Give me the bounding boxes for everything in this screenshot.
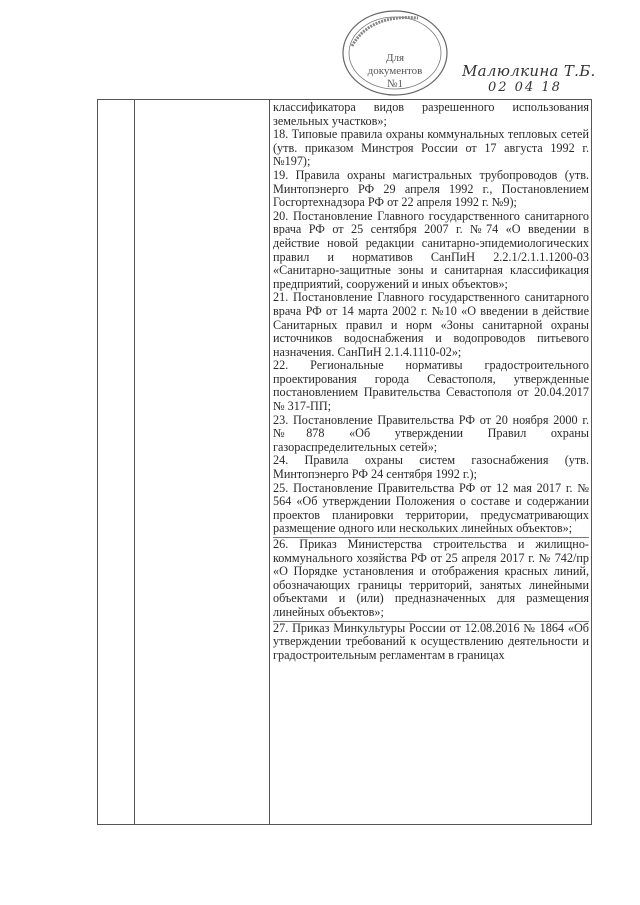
stamp-line-3: №1 xyxy=(387,78,403,90)
list-item: 21. Постановление Главного государственного санитарного врача РФ от 14 марта 2002 г. №10 «О введении в действие Санитарных правил и норм «Зоны санитарной охраны источников водоснабжения и водопроводов питьевого назначения. СанПиН 2.1.4.1110-02»; xyxy=(273,290,589,359)
list-item: 25. Постановление Правительства РФ от 12 мая 2017 г. № 564 «Об утверждении Положения о составе и содержании проектов планировки территории, предусматривающих размещение одного или нескольких линейных объектов»; xyxy=(273,480,589,536)
list-item: классификатора видов разрешенного использования земельных участков»; xyxy=(273,101,589,128)
list-item: 19. Правила охраны магистральных трубопроводов (утв. Минтопэнерго РФ 29 апреля 1992 г., Постановлением Госгортехнадзора РФ от 22 апреля 1992 г. №9); xyxy=(273,167,589,210)
official-stamp xyxy=(340,8,450,98)
signature-date: 02 04 18 xyxy=(488,80,562,95)
list-item: 20. Постановление Главного государственного санитарного врача РФ от 25 сентября 2007 г. №74 «О введении в действие новой редакции санитарно-эпидемиологических правил и нормативов СанПиН 2.2.1/2.1.1.1200-03 «Санитарно-защитные зоны и санитарная классификация предприятий, сооружений и иных объектов»; xyxy=(273,208,589,291)
list-item: 27. Приказ Минкультуры России от 12.08.2016 № 1864 «Об утверждении требований к осуществлению деятельности и градостроительным регламентам в границах xyxy=(273,620,589,662)
column-divider xyxy=(269,100,270,824)
list-item: 26. Приказ Министерства строительства и жилищно-коммунального хозяйства РФ от 25 апреля 2017 г. № 742/пр «О Порядке установления и отображения красных линий, обозначающих границы территорий, занятых линейными объектами и (или) предназначенных для размещения линейных объектов»; xyxy=(273,537,589,619)
document-table xyxy=(97,99,592,825)
stamp-line-2: документов xyxy=(367,65,423,77)
legal-references-cell xyxy=(273,101,589,825)
column-divider xyxy=(134,100,135,824)
list-item: 23. Постановление Правительства РФ от 20 ноября 2000 г. №878 «Об утверждении Правил охраны газораспределительных сетей»; xyxy=(273,412,589,454)
stamp-line-1: Для xyxy=(385,52,405,64)
list-item: 24. Правила охраны систем газоснабжения (утв. Минтопэнерго РФ 24 сентября 1992 г.); xyxy=(273,453,589,482)
signature-name: Малюлкина Т.Б. xyxy=(462,62,596,80)
list-item: 22. Региональные нормативы градостроительного проектирования города Севастополя, утвержденные постановлением Правительства Севастополя от 20.04.2017 № 317-ПП; xyxy=(273,358,589,414)
list-item: 18. Типовые правила охраны коммунальных тепловых сетей (утв. приказом Минстроя России от 17 августа 1992 г. №197); xyxy=(273,127,589,169)
